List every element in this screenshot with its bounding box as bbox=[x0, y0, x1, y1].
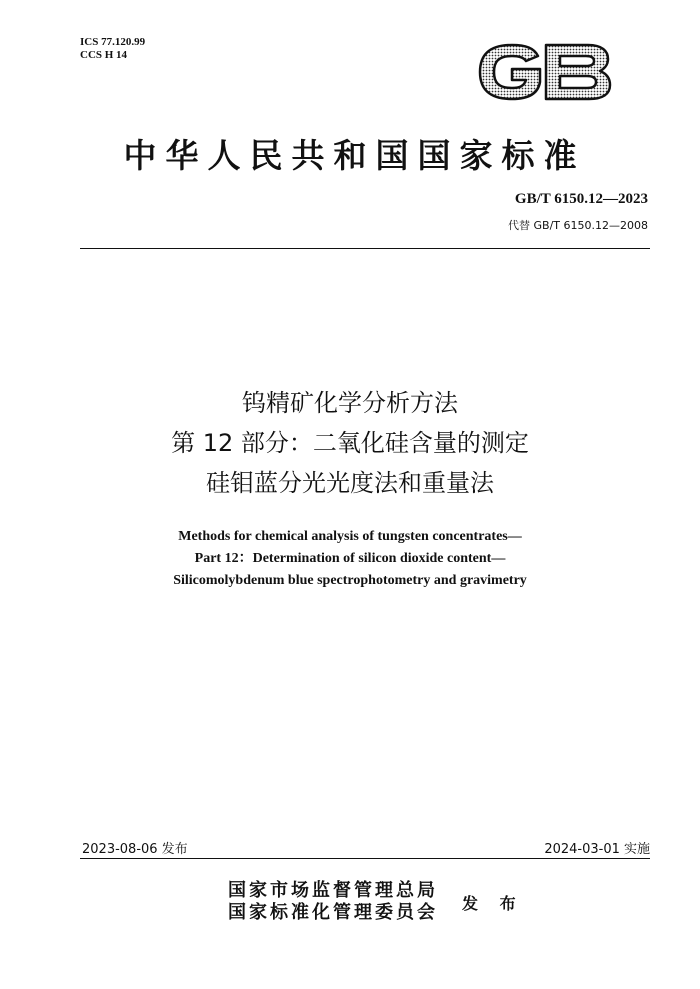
publish-date: 2023-08-06 发布 bbox=[82, 842, 188, 857]
issue-label: 发 布 bbox=[462, 894, 524, 913]
national-standard-heading: 中华人民共和国国家标准 bbox=[123, 136, 586, 175]
chinese-title bbox=[0, 383, 700, 503]
issuer-samr: 国家市场监督管理总局 bbox=[228, 880, 438, 901]
english-title bbox=[0, 526, 700, 592]
chinese-title-line3: 硅钼蓝分光光度法和重量法 bbox=[206, 469, 494, 497]
english-title-line2: Part 12：Determination of silicon dioxide content— bbox=[194, 551, 506, 566]
ics-code: ICS 77.120.99 bbox=[80, 36, 146, 48]
ccs-code: CCS H 14 bbox=[80, 49, 128, 61]
implement-date: 2024-03-01 实施 bbox=[544, 842, 650, 857]
replaces-note: 代替 GB/T 6150.12—2008 bbox=[508, 219, 648, 232]
chinese-title-line2: 第 12 部分：二氧化硅含量的测定 bbox=[171, 429, 529, 457]
footer-divider bbox=[80, 858, 650, 859]
issuer-sac: 国家标准化管理委员会 bbox=[228, 902, 438, 923]
chinese-title-line1: 钨精矿化学分析方法 bbox=[242, 389, 458, 417]
standard-number: GB/T 6150.12—2023 bbox=[514, 191, 648, 207]
issuing-authorities bbox=[228, 880, 438, 924]
header-divider bbox=[80, 248, 650, 249]
english-title-line1: Methods for chemical analysis of tungsten concentrates— bbox=[178, 529, 522, 544]
gb-logo-icon bbox=[476, 42, 612, 102]
english-title-line3: Silicomolybdenum blue spectrophotometry and gravimetry bbox=[173, 573, 527, 588]
classification-codes bbox=[80, 36, 145, 62]
